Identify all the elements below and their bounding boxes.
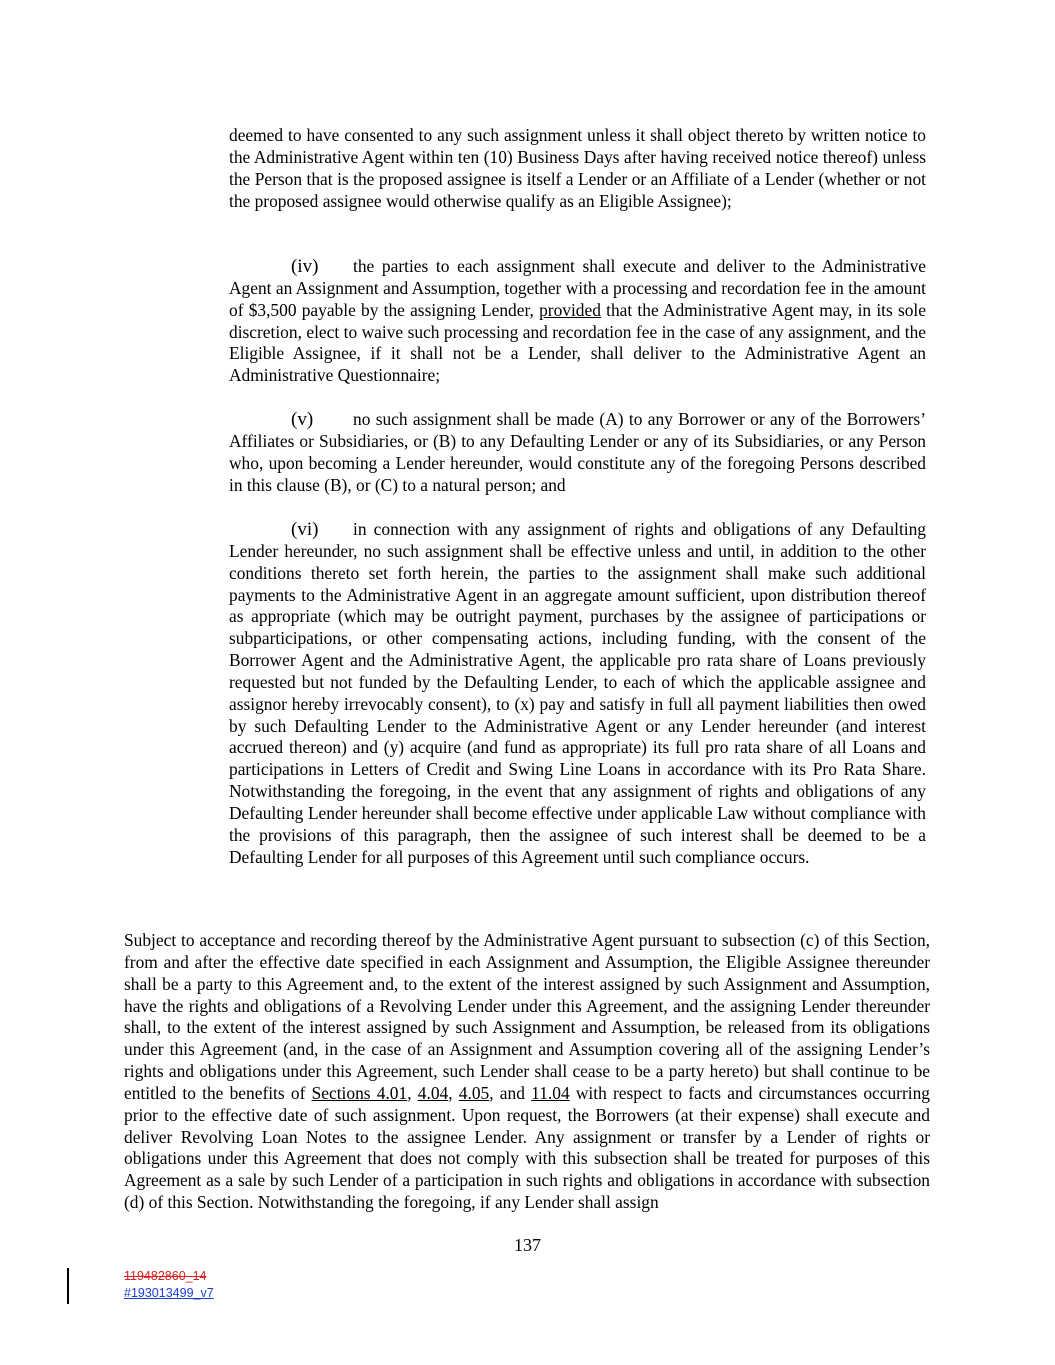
section-reference: 4.04: [417, 1082, 449, 1103]
clause-iv: [229, 256, 926, 387]
section-reference: 4.05: [458, 1082, 490, 1103]
closing-paragraph: [124, 930, 930, 1214]
clause-text: the parties to each assignment shall execute and deliver to the Administrative Agent an Assignment and Assumption, together with a processing and recordation fee in the amount of $3,500 payable by the assigning Lender,: [229, 256, 926, 320]
page-number: 137: [514, 1235, 541, 1255]
separator: , and: [489, 1082, 532, 1103]
clause-number: (v): [291, 409, 314, 430]
clause-vi: [229, 519, 926, 869]
clause-number: (iv): [291, 256, 319, 277]
deleted-document-id: 119482860_14: [124, 1269, 207, 1283]
clause-v: [229, 409, 926, 496]
clause-text-cont: that the Administrative Agent may, in its sole discretion, elect to waive such processing and recordation fee in the case of any assignment, and the Eligible Assignee, if it shall not be a Lender, shall deliver to the Administrative Agent an Administrative Questionnaire;: [229, 299, 926, 386]
paragraph-text: Subject to acceptance and recording thereof by the Administrative Agent pursuant to subsection (c) of this Section, from and after the effective date specified in each Assignment and Assumption, the Eligible Assignee thereunder shall be a party to this Agreement and, to the extent of the interest assigned by such Assignment and Assumption, have the rights and obligations of a Revolving Lender under this Agreement, and the assigning Lender thereunder shall, to the extent of the interest assigned by such Assignment and Assumption, be released from its obligations under this Agreement (and, in the case of an Assignment and Assumption covering all of the assigning Lender’s rights and obligations under this Agreement, such Lender shall cease to be a party hereto) but shall continue to be entitled to the benefits of: [124, 930, 930, 1103]
separator: ,: [407, 1082, 418, 1103]
section-reference: Sections 4.01: [311, 1082, 408, 1103]
section-reference: 11.04: [531, 1082, 570, 1103]
provided-term: provided: [539, 299, 601, 320]
clause-text: in connection with any assignment of rights and obligations of any Defaulting Lender hereunder, no such assignment shall be effective unless and until, in addition to the other conditions thereto set forth herein, the parties to the assignment shall make such additional payments to the Administrative Agent in an aggregate amount sufficient, upon distribution thereof as appropriate (which may be outright payment, purchases by the assignee of participations or subparticipations, or other compensating actions, including funding, with the consent of the Borrower Agent and the Administrative Agent, the applicable pro rata share of Loans previously requested but not funded by the Defaulting Lender, to each of which the applicable assignee and assignor hereby irrevocably consent), to (x) pay and satisfy in full all payment liabilities then owed by such Defaulting Lender to the Administrative Agent or any Lender hereunder (and interest accrued thereon) and (y) acquire (and fund as appropriate) its full pro rata share of all Loans and participations in Letters of Credit and Swing Line Loans in accordance with its Pro Rata Share. Notwithstanding the foregoing, in the event that any assignment of rights and obligations of any Defaulting Lender hereunder shall become effective under applicable Law without compliance with the provisions of this paragraph, then the assignee of such interest shall be deemed to be a Defaulting Lender for all purposes of this Agreement until such compliance occurs.: [229, 519, 926, 867]
inserted-document-id: #193013499_v7: [124, 1286, 214, 1300]
clause-text: no such assignment shall be made (A) to any Borrower or any of the Borrowers’ Affiliates or Subsidiaries, or (B) to any Defaulting Lender or any of its Subsidiaries, or any Person who, upon becoming a Lender hereunder, would constitute any of the foregoing Persons described in this clause (B), or (C) to a natural person; and: [229, 409, 926, 495]
paragraph-text: with respect to facts and circumstances occurring prior to the effective date of such assignment. Upon request, the Borrowers (at their expense) shall execute and deliver Revolving Loan Notes to the assignee Lender. Any assignment or transfer by a Lender of rights or obligations under this Agreement that does not comply with this subsection shall be treated for purposes of this Agreement as a sale by such Lender of a participation in such rights and obligations in accordance with subsection (d) of this Section. Notwithstanding the foregoing, if any Lender shall assign: [124, 1082, 930, 1213]
separator: ,: [448, 1082, 459, 1103]
continued-paragraph: deemed to have consented to any such assignment unless it shall object thereto by written notice to the Administrative Agent within ten (10) Business Days after having received notice thereof) unless the Person that is the proposed assignee is itself a Lender or an Affiliate of a Lender (whether or not the proposed assignee would otherwise qualify as an Eligible Assignee);: [229, 125, 926, 211]
revision-change-bar: [67, 1268, 69, 1304]
clause-number: (vi): [291, 519, 319, 540]
